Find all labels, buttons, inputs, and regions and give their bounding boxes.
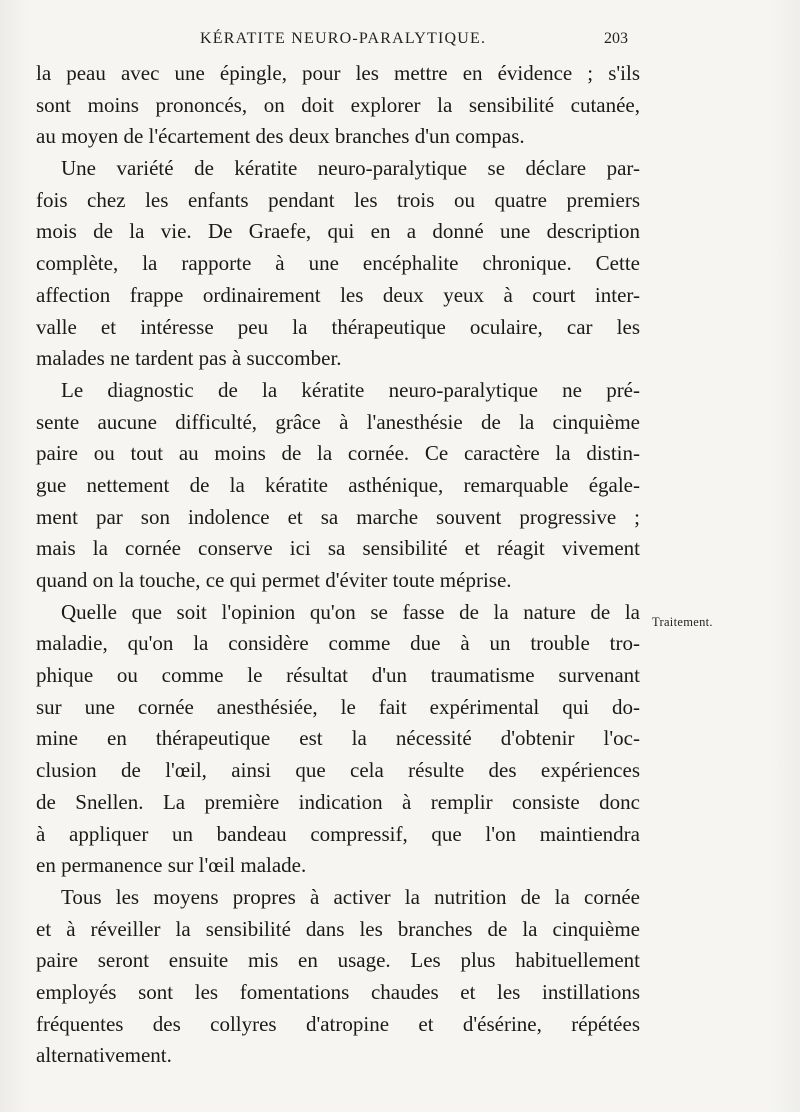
text-line: alternativement.: [36, 1043, 172, 1068]
text-line: employés sont les fomentations chaudes et les instillations: [36, 979, 640, 1004]
text-line: à appliquer un bandeau compressif, que l'on maintiendra: [36, 821, 640, 846]
text-line: sur une cornée anesthésiée, le fait expérimental qui do-: [36, 694, 640, 719]
text-line: sente aucune difficulté, grâce à l'anesthésie de la cinquième: [36, 409, 640, 434]
text-line: fréquentes des collyres d'atropine et d'ésérine, répétées: [36, 1011, 640, 1036]
text-line: et à réveiller la sensibilité dans les branches de la cinquième: [36, 916, 640, 941]
paragraph-start-line: Tous les moyens propres à activer la nutrition de la cornée: [61, 884, 640, 909]
text-line: affection frappe ordinairement les deux yeux à court inter-: [36, 282, 640, 307]
body-text: [36, 58, 640, 1072]
paragraph-start-line: Quelle que soit l'opinion qu'on se fasse de la nature de la: [61, 599, 640, 624]
text-line: malades ne tardent pas à succomber.: [36, 346, 342, 371]
text-line: quand on la touche, ce qui permet d'éviter toute méprise.: [36, 568, 512, 592]
text-line: valle et intéresse peu la thérapeutique oculaire, car les: [36, 314, 640, 339]
text-line: fois chez les enfants pendant les trois ou quatre premiers: [36, 187, 640, 212]
text-line: clusion de l'œil, ainsi que cela résulte des expériences: [36, 758, 640, 783]
text-line: gue nettement de la kératite asthénique, remarquable égale-: [36, 472, 640, 497]
margin-note-traitement: Traitement.: [652, 615, 713, 629]
text-line: ment par son indolence et sa marche souvent progressive ;: [36, 504, 640, 529]
paragraph-start-line: Une variété de kératite neuro-paralytique se déclare par-: [61, 156, 640, 181]
text-line: complète, la rapporte à une encéphalite chronique. Cette: [36, 251, 640, 276]
text-line: mais la cornée conserve ici sa sensibilité et réagit vivement: [36, 536, 640, 561]
text-line: en permanence sur l'œil malade.: [36, 853, 307, 878]
text-line: de Snellen. La première indication à remplir consiste donc: [36, 789, 640, 814]
text-line: au moyen de l'écartement des deux branches d'un compas.: [36, 124, 525, 149]
page-number: 203: [604, 30, 628, 47]
text-line: la peau avec une épingle, pour les mettre en évidence ; s'ils: [36, 61, 640, 85]
text-line: paire ou tout au moins de la cornée. Ce caractère la distin-: [36, 441, 640, 466]
text-line: sont moins prononcés, on doit explorer la sensibilité cutanée,: [36, 92, 640, 117]
text-line: paire seront ensuite mis en usage. Les plus habituellement: [36, 948, 640, 973]
paragraph-start-line: Le diagnostic de la kératite neuro-paralytique ne pré-: [61, 377, 640, 402]
text-line: maladie, qu'on la considère comme due à un trouble tro-: [36, 631, 640, 656]
running-header: KÉRATITE NEURO-PARALYTIQUE.: [200, 30, 487, 47]
text-line: mois de la vie. De Graefe, qui en a donné une description: [36, 219, 640, 244]
text-line: mine en thérapeutique est la nécessité d'obtenir l'oc-: [36, 726, 640, 751]
text-line: phique ou comme le résultat d'un traumatisme survenant: [36, 663, 640, 688]
